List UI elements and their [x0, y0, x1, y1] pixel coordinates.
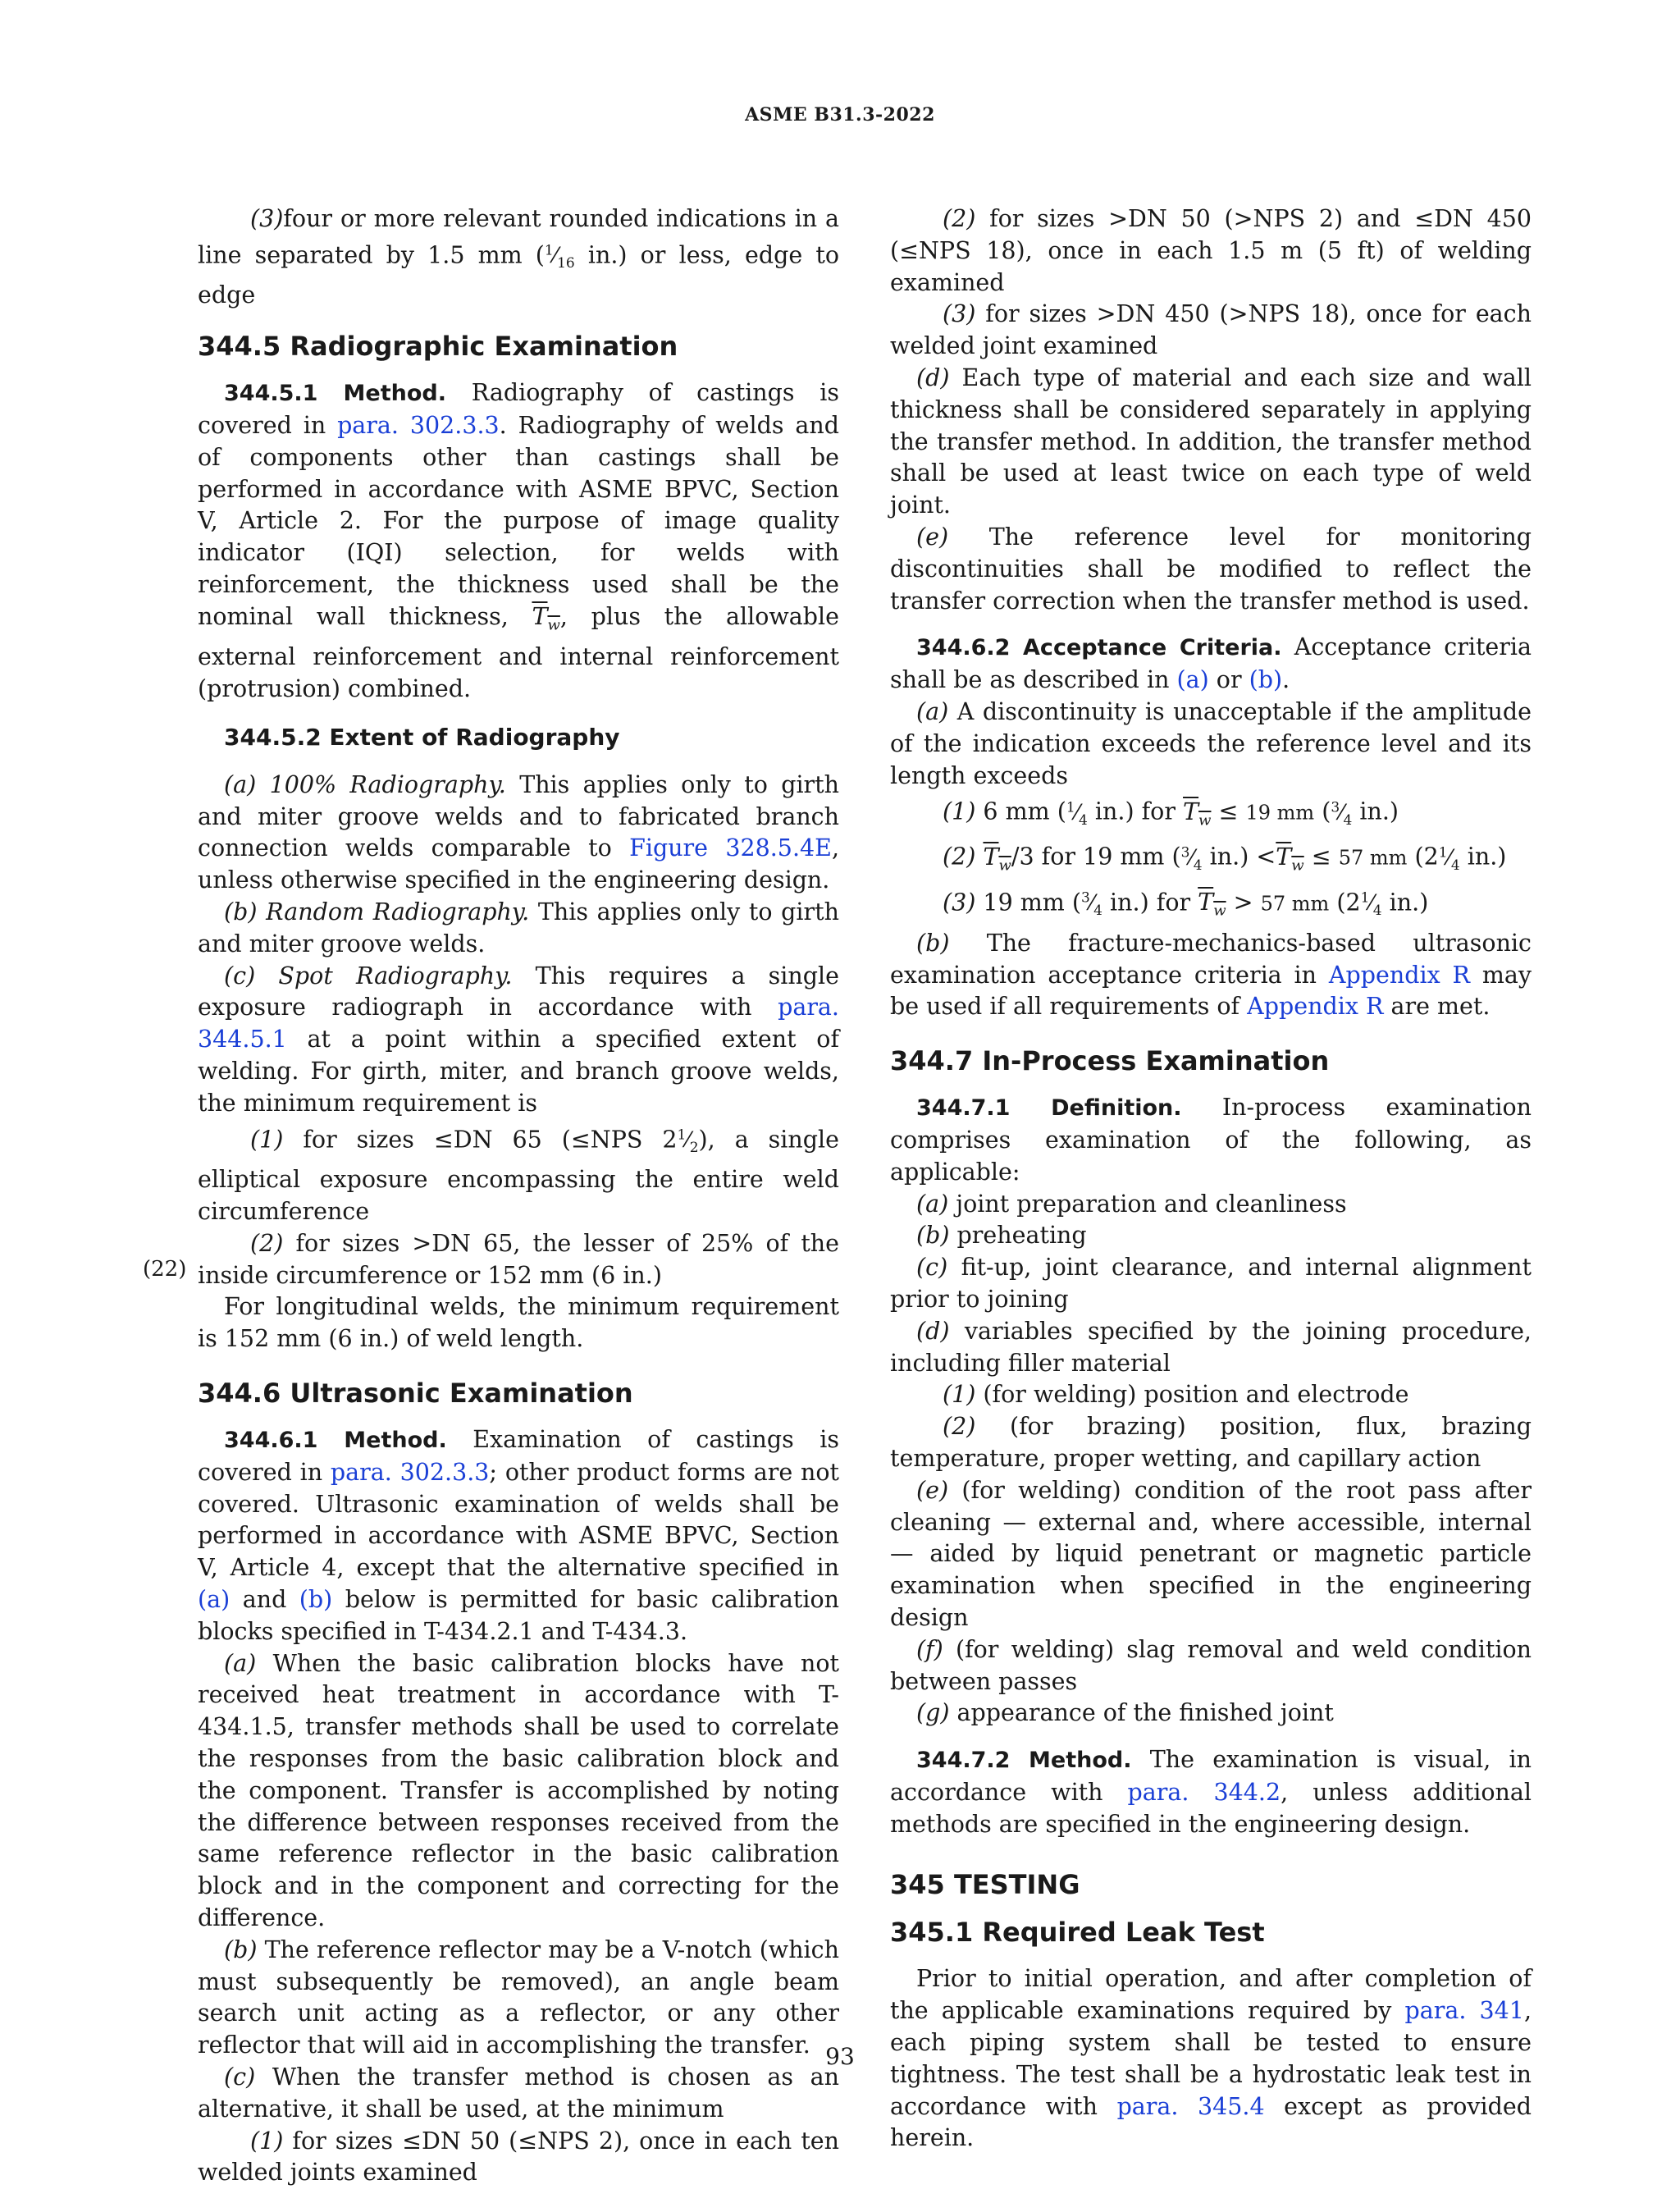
right-column	[890, 203, 1532, 2155]
page-header: ASME B31.3-2022	[745, 104, 935, 126]
link-b[interactable]: (b)	[299, 1586, 333, 1614]
item-transfer-e: (e) The reference level for monitoring discontinuities shall be modified to reflect the transfer correction when the transfer method is used.	[890, 523, 1532, 615]
item-inprocess-d: (d) variables specified by the joining procedure, including filler material	[890, 1317, 1532, 1377]
para-344-6-2: 344.6.2 Acceptance Criteria. Acceptance criteria shall be as described in (a) or (b).	[890, 633, 1532, 694]
para-345-1: Prior to initial operation, and after completion of the applicable examinations required by para. 341, each piping system shall be tested to ensure tightness. The test shall be a hydrostatic leak test in accordance with para. 345.4 except as provided herein.	[890, 1965, 1532, 2152]
item-random-radiography: (b) Random Radiography. This applies only to girth and miter groove welds.	[198, 898, 839, 957]
item-acceptance-1: (1) 6 mm ($^1⁄_4$ in.) for $T_w \le 19$ mm ($^3⁄_4$ in.)	[943, 798, 1399, 829]
item-acceptance-2: (2) $T_w/3$ for 19 mm ($^3⁄_4$ $in.) <T_w \le 57$ mm ($2^1⁄_4$ in.)	[943, 843, 1507, 875]
item-transfer-c2: (2) for sizes >DN 50 (>NPS 2) and ≤DN 450 (≤NPS 18), once in each 1.5 m (5 ft) of welding examined	[890, 205, 1532, 296]
link-para-302-3-3-b[interactable]: para. 302.3.3	[330, 1458, 490, 1486]
heading-345: 345 TESTING	[890, 1869, 1080, 1901]
item-spot-radiography: (c) Spot Radiography. This requires a single exposure radiograph in accordance with para. 344.5.1 at a point within a specified extent of welding. For girth, miter, and branch groove welds, the minimum requirement is	[198, 962, 840, 1117]
item-transfer-c: (c) When the transfer method is chosen as an alternative, it shall be used, at the minimum	[198, 2063, 839, 2123]
item-spot-1: (1) for sizes ≤DN 65 (≤NPS $2^1⁄_2$), a single elliptical exposure encompassing the entire weld circumference	[198, 1126, 839, 1226]
item-transfer-d: (d) Each type of material and each size and wall thickness shall be considered separately in applying the transfer method. In addition, the transfer method shall be used at least twice on each type of weld joint.	[890, 363, 1532, 519]
para-344-7-1: 344.7.1 Definition. In-process examination comprises examination of the following, as applicable:	[890, 1094, 1532, 1186]
item-acceptance-b: (b) The fracture-mechanics-based ultrasonic examination acceptance criteria in Appendix R may be used if all requirements of Appendix R are met.	[890, 929, 1532, 1021]
item-inprocess-d2: (2) (for brazing) position, flux, brazing temperature, proper wetting, and capillary action	[890, 1413, 1532, 1472]
item-acceptance-a: (a) A discontinuity is unacceptable if the amplitude of the indication exceeds the reference level and its length exceeds	[890, 697, 1532, 789]
link-appendix-r-2[interactable]: Appendix R	[1247, 993, 1384, 1021]
item-acceptance-3: (3) 19 mm ($^3⁄_4$ in.) for $T_w > 57$ mm ($2^1⁄_4$ in.)	[943, 889, 1429, 920]
item-transfer-c1: (1) for sizes ≤DN 50 (≤NPS 2), once in each ten welded joints examined	[198, 2127, 839, 2187]
link-acceptance-a[interactable]: (a)	[1176, 666, 1209, 694]
item-inprocess-a: (a) joint preparation and cleanliness	[916, 1190, 1347, 1218]
link-figure-328-5-4e[interactable]: Figure 328.5.4E	[629, 834, 832, 862]
item-transfer-a: (a) When the basic calibration blocks have not received heat treatment in accordance with T-434.1.5, transfer methods shall be used to correlate the responses from the basic calibration block and the component. Transfer is accomplished by noting the difference between responses received from the same reference reflector in the basic calibration block and in the component and correcting for the difference.	[198, 1649, 839, 1932]
revision-marker: (22)	[143, 1257, 187, 1282]
para-344-6-1: 344.6.1 Method. Examination of castings is covered in para. 302.3.3; other product forms are not covered. Ultrasonic examination of welds shall be performed in accordance with ASME BPVC, Section V, Article 4, except that the alternative specified in (a) and (b) below is permitted for basic calibration blocks specified in T-434.2.1 and T-434.3.	[198, 1426, 839, 1645]
link-para-302-3-3[interactable]: para. 302.3.3	[337, 412, 500, 440]
item-inprocess-e: (e) (for welding) condition of the root pass after cleaning — external and, where accessible, internal — aided by liquid penetrant or magnetic particle examination when specified in the engineering design	[890, 1476, 1532, 1631]
left-column	[198, 203, 839, 2189]
para-344-7-2: 344.7.2 Method. The examination is visual, in accordance with para. 344.2, unless additional methods are specified in the engineering design.	[890, 1746, 1532, 1838]
item-transfer-b: (b) The reference reflector may be a V-notch (which must subsequently be removed), an angle beam search unit acting as a reflector, or any other reflector that will aid in accomplishing the transfer.	[198, 1935, 839, 2059]
item-spot-2: (2) for sizes >DN 65, the lesser of 25% of the inside circumference or 152 mm (6 in.)	[198, 1229, 839, 1289]
item-inprocess-f: (f) (for welding) slag removal and weld condition between passes	[890, 1635, 1532, 1695]
item-inprocess-c: (c) fit-up, joint clearance, and internal alignment prior to joining	[890, 1254, 1532, 1313]
para-344-5-1: 344.5.1 Method. Radiography of castings is covered in para. 302.3.3. Radiography of welds and of components other than castings shall be performed in accordance with ASME BPVC, Section V, Article 2. For the purpose of image quality indicator (IQI) selection, for welds with reinforcement, the thickness used shall be the nominal wall thickness, $T_w$, plus the allowable external reinforcement and internal reinforcement (protrusion) combined.	[198, 379, 839, 703]
item-transfer-c3: (3) for sizes >DN 450 (>NPS 18), once for each welded joint examined	[890, 300, 1532, 360]
item-inprocess-g: (g) appearance of the finished joint	[916, 1699, 1334, 1727]
link-appendix-r[interactable]: Appendix R	[1328, 961, 1470, 989]
link-para-344-2[interactable]: para. 344.2	[1127, 1778, 1281, 1806]
longitudinal-welds-note: For longitudinal welds, the minimum requirement is 152 mm (6 in.) of weld length.	[198, 1293, 839, 1353]
page-number: 93	[825, 2043, 855, 2070]
heading-345-1: 345.1 Required Leak Test	[890, 1917, 1265, 1949]
heading-344-6: 344.6 Ultrasonic Examination	[198, 1378, 633, 1410]
link-para-344-5-1[interactable]: para. 344.5.1	[198, 994, 839, 1053]
link-para-345-4[interactable]: para. 345.4	[1116, 2092, 1265, 2120]
item-inprocess-d1: (1) (for welding) position and electrode	[943, 1381, 1409, 1409]
heading-344-7: 344.7 In-Process Examination	[890, 1045, 1330, 1077]
heading-344-5-2: 344.5.2 Extent of Radiography	[224, 723, 620, 751]
item-100-radiography: (a) 100% Radiography. This applies only to girth and miter groove welds and to fabricated branch connection welds comparable to Figure 328.5.4E, unless otherwise specified in the engineering design.	[198, 770, 839, 894]
link-para-341[interactable]: para. 341	[1404, 1997, 1524, 2025]
link-a[interactable]: (a)	[198, 1586, 231, 1614]
heading-344-5: 344.5 Radiographic Examination	[198, 331, 678, 363]
item-inprocess-b: (b) preheating	[916, 1222, 1087, 1250]
rounded-indications-item: (3)four or more relevant rounded indications in a line separated by 1.5 mm ($^1⁄_{16}$ in.) or less, edge to edge	[198, 205, 839, 309]
link-acceptance-b[interactable]: (b)	[1249, 666, 1283, 694]
